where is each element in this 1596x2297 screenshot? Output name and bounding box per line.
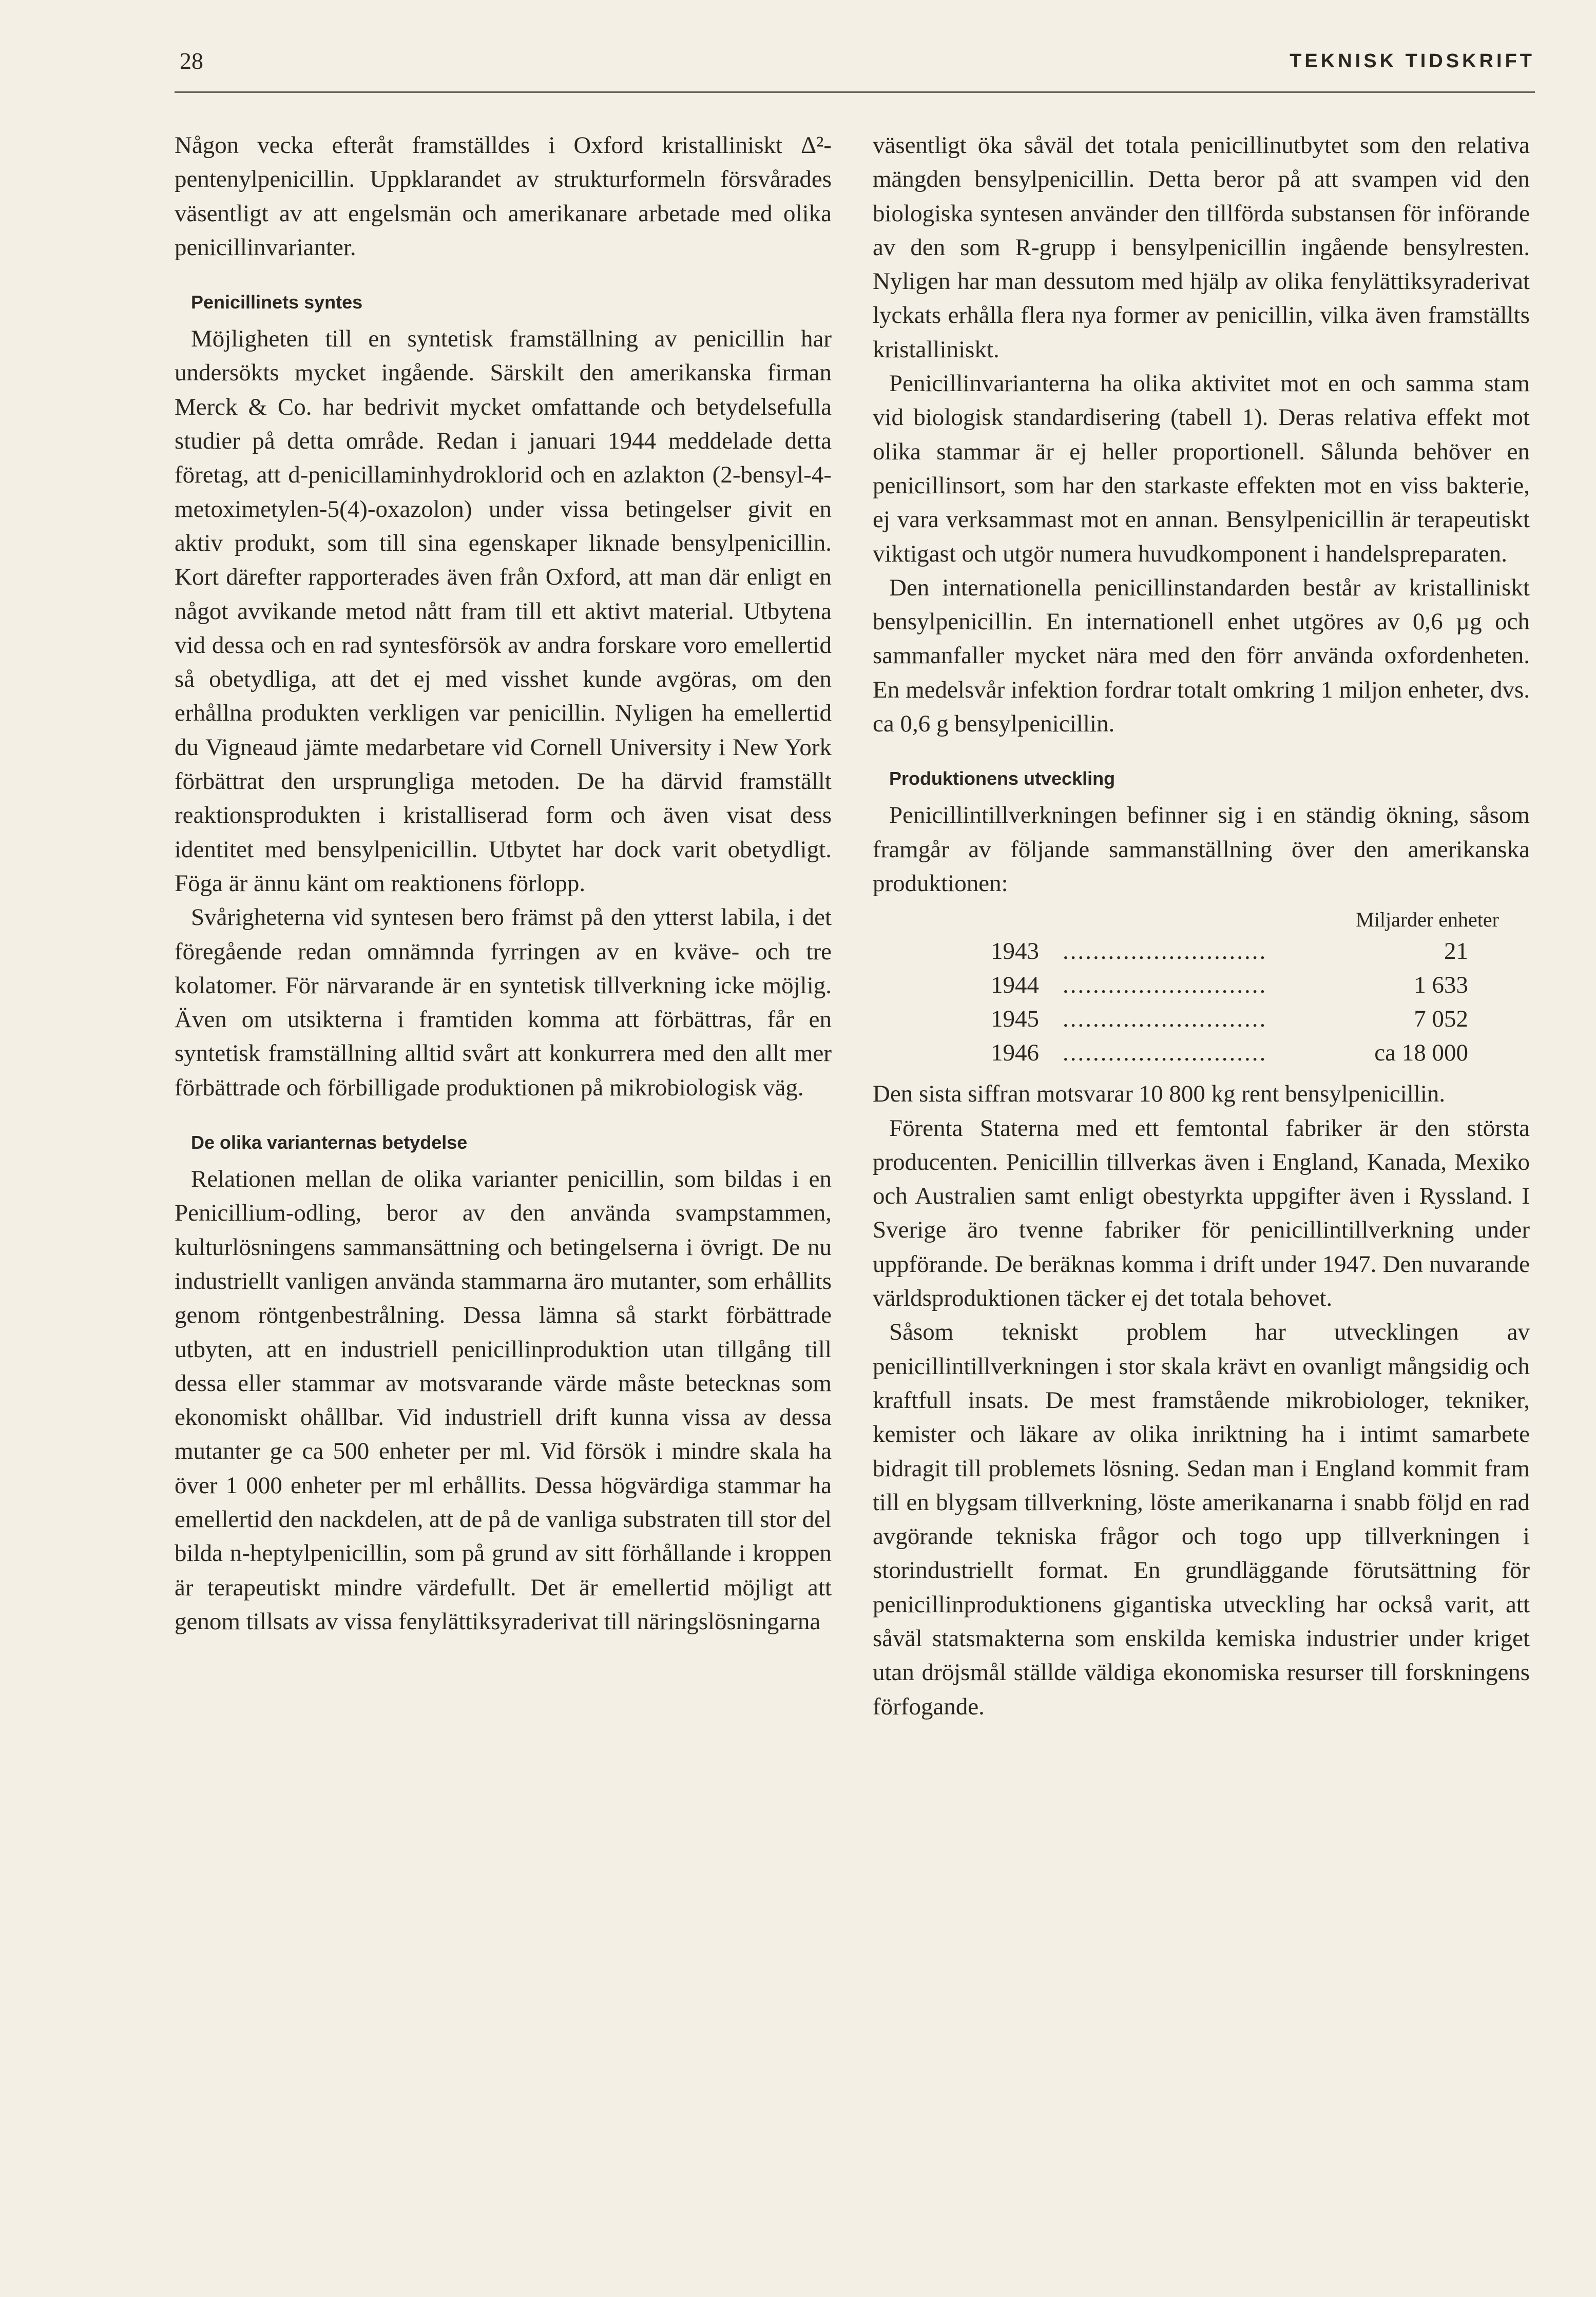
table-leader-dots: ........................... xyxy=(1063,1006,1267,1033)
table-year: 1944 xyxy=(991,972,1039,999)
variants-paragraph-2: Penicillinvarianterna ha olika aktivitet mot en och samma stam vid biologisk standardisering (tabell 1). Deras relativa effekt mot olika stammar är ej heller proportionell. Sålunda behöver en penicillinsort, som har den starkaste effekten mot en viss bakterie, ej vara verksammast mot en annan. Bensylpenicillin är terapeutiskt viktigast och utgör numera huvudkomponent i handelspreparaten. xyxy=(873,370,1530,567)
heading-variants: De olika varianternas betydelse xyxy=(191,1132,468,1153)
table-year: 1943 xyxy=(991,938,1039,965)
left-column xyxy=(175,128,832,1638)
table-leader-dots: ........................... xyxy=(1063,972,1267,999)
heading-synthesis: Penicillinets syntes xyxy=(191,292,363,313)
table-row xyxy=(873,1036,1530,1070)
table-leader-dots: ........................... xyxy=(1063,938,1267,965)
right-column xyxy=(873,128,1530,1724)
header-rule xyxy=(175,91,1535,93)
intro-paragraph: Någon vecka efteråt framställdes i Oxford kristalliniskt Δ²-pentenylpenicillin. Uppklarandet av strukturformeln försvårades väsentligt av att engelsmän och amerikanare arbetade med olika penicillinvarianter. xyxy=(175,132,832,261)
table-row xyxy=(873,1002,1530,1036)
continuation-paragraph: väsentligt öka såväl det totala penicillinutbytet som den relativa mängden bensylpenicillin. Detta beror på att svampen vid den biologiska syntesen använder den tillförda substansen för införande av den som R-grupp i bensylpenicillin ingående bensylresten. Nyligen har man dessutom med hjälp av olika fenylättiksyraderivat lyckats erhålla flera nya former av penicillin, vilka även framställts kristalliniskt. xyxy=(873,132,1530,363)
journal-title: TEKNISK TIDSKRIFT xyxy=(1290,50,1535,72)
table-year: 1945 xyxy=(991,1006,1039,1033)
table-row xyxy=(873,934,1530,968)
production-paragraph-2: Den sista siffran motsvarar 10 800 kg rent bensylpenicillin. xyxy=(873,1080,1446,1108)
page-number: 28 xyxy=(180,48,203,74)
table-value: 1 633 xyxy=(1414,972,1468,999)
production-paragraph-1: Penicillintillverkningen befinner sig i en ständig ökning, såsom framgår av följande sammanställning över den amerikanska produktionen: xyxy=(873,802,1530,897)
production-table xyxy=(873,905,1530,1070)
synthesis-paragraph-2: Svårigheterna vid syntesen bero främst på den ytterst labila, i det föregående redan omnämnda fyrringen av en kväve- och tre kolatomer. För närvarande är en syntetisk tillverkning icke möjlig. Även om utsikterna i framtiden komma att förbättras, får en syntetisk framställning alltid svårt att konkurrera med den allt mer förbättrade och förbilligade produktionen på mikrobiologisk väg. xyxy=(175,904,832,1101)
production-paragraph-3: Förenta Staterna med ett femtontal fabriker är den största producenten. Penicillin tillverkas även i England, Kanada, Mexiko och Australien samt enligt obestyrkta uppgifter även i Ryssland. I Sverige äro tvenne fabriker för penicillintillverkning under uppförande. De beräknas komma i drift under 1947. Den nuvarande världsproduktionen täcker ej det totala behovet. xyxy=(873,1114,1530,1312)
page-header xyxy=(175,47,1535,84)
production-paragraph-4: Såsom tekniskt problem har utvecklingen av penicillintillverkningen i stor skala krävt en ovanligt mångsidig och kraftfull insats. De mest framstående mikrobiologer, tekniker, kemister och läkare av olika inriktning ha i intimt samarbete bidragit till problemets lösning. Sedan man i England kommit fram till en blygsam tillverkning, löste amerikanarna i snabb följd en rad avgörande tekniska frågor och togo upp tillverkningen i storindustriellt format. En grundläggande förutsättning för penicillinproduktionens gigantiska utveckling har också varit, att såväl statsmakterna som enskilda kemiska industrier under kriget utan dröjsmål ställde väldiga ekonomiska resurser till forskningens förfogande. xyxy=(873,1319,1530,1720)
table-year: 1946 xyxy=(991,1039,1039,1067)
synthesis-paragraph-1: Möjligheten till en syntetisk framställning av penicillin har undersökts mycket ingående. Särskilt den amerikanska firman Merck & Co. har bedrivit mycket omfattande och betydelsefulla studier på detta område. Redan i januari 1944 meddelade detta företag, att d-penicillaminhydroklorid och en azlakton (2-bensyl-4-metoximetylen-5(4)-oxazolon) under vissa betingelser givit en aktiv produkt, som till sina egenskaper liknade bensylpenicillin. Kort därefter rapporterades även från Oxford, att man där enligt en något avvikande metod nått fram till ett aktivt material. Utbytena vid dessa och en rad syntesförsök av andra forskare voro emellertid så obetydliga, att det ej med visshet kunde avgöras, om den erhållna produkten verkligen var penicillin. Nyligen ha emellertid du Vigneaud jämte medarbetare vid Cornell University i New York förbättrat den ursprungliga metoden. De ha därvid framställt reaktionsprodukten i kristalliserad form och även visat dess identitet med bensylpenicillin. Utbytet har dock varit obetydligt. Föga är ännu känt om reaktionens förlopp. xyxy=(175,325,832,897)
table-value: 21 xyxy=(1444,938,1468,965)
table-unit-label: Miljarder enheter xyxy=(1356,908,1499,932)
table-leader-dots: ........................... xyxy=(1063,1039,1267,1067)
table-value: ca 18 000 xyxy=(1374,1039,1468,1067)
table-value: 7 052 xyxy=(1414,1006,1468,1033)
table-row xyxy=(873,968,1530,1002)
variants-paragraph-1: Relationen mellan de olika varianter penicillin, som bildas i en Penicillium-odling, beror av den använda svampstammen, kulturlösningens sammansättning och betingelserna i övrigt. De nu industriellt vanligen använda stammarna äro mutanter, som erhållits genom röntgenbestrålning. Dessa lämna så starkt förbättrade utbyten, att en industriell penicillinproduktion utan tillgång till dessa eller stammar av motsvarande värde måste betecknas som ekonomiskt ohållbar. Vid industriell drift kunna vissa av dessa mutanter ge ca 500 enheter per ml. Vid försök i mindre skala ha över 1 000 enheter per ml erhållits. Dessa högvärdiga stammar ha emellertid den nackdelen, att de på de vanliga substraten till stor del bilda n-heptylpenicillin, som på grund av sitt förhållande i kroppen är terapeutiskt mindre värdefullt. Det är emellertid möjligt att genom tillsats av vissa fenylättiksyraderivat till näringslösningarna xyxy=(175,1166,832,1635)
heading-production: Produktionens utveckling xyxy=(889,768,1116,789)
variants-paragraph-3: Den internationella penicillinstandarden består av kristalliniskt bensylpenicillin. En internationell enhet utgöres av 0,6 µg och sammanfaller mycket nära med den förr använda oxfordenheten. En medelsvår infektion fordrar totalt omkring 1 miljon enheter, dvs. ca 0,6 g bensylpenicillin. xyxy=(873,574,1530,738)
